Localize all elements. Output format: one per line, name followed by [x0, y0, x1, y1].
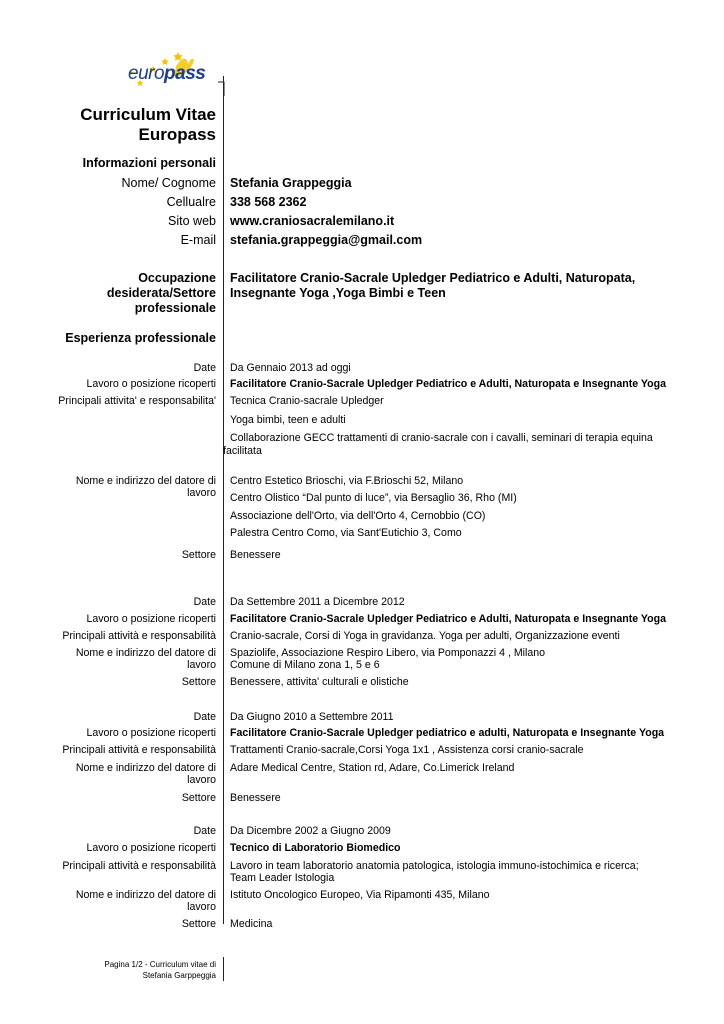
- job2-employer-line-2: Comune di Milano zona 1, 5 e 6: [230, 659, 380, 671]
- occupation-label-line-2: desiderata/Settore: [106, 286, 216, 300]
- job1-activity-3: Collaborazione GECC trattamenti di cranio-sacrale con i cavalli, seminari di terapia equina: [230, 432, 653, 444]
- job1-position: Facilitatore Cranio-Sacrale Upledger Pediatrico e Adulti, Naturopata e Insegnante Yoga: [230, 378, 667, 390]
- job3-employer-label-line-2: lavoro: [187, 774, 216, 786]
- job1-employer-2: Centro Olistico “Dal punto di luce”, via Bersaglio 36, Rho (MI): [230, 492, 517, 504]
- title-line-1: Curriculum Vitae: [80, 105, 216, 124]
- job3-activities-label: Principali attività e responsabilità: [62, 744, 216, 756]
- job4-employer-label-line-1: Nome e indirizzo del datore di: [75, 889, 216, 901]
- page-footer: [104, 959, 216, 981]
- logo-wordmark: [128, 63, 205, 85]
- job4-date: Da Dicembre 2002 a Giugno 2009: [230, 825, 391, 837]
- phone-value: 338 568 2362: [230, 195, 307, 209]
- footer-divider: [223, 957, 224, 981]
- job3-date-label: Date: [193, 711, 216, 723]
- job2-activities: Cranio-sacrale, Corsi di Yoga in gravidanza. Yoga per adulti, Organizzazione eventi: [230, 630, 620, 642]
- job4-sector: Medicina: [230, 918, 273, 930]
- job1-employer-3: Associazione dell'Orto, via dell'Orto 4, Cernobbio (CO): [230, 510, 486, 522]
- occupation-value: [230, 271, 635, 301]
- job2-employer-line-1: Spaziolife, Associazione Respiro Libero, via Pomponazzi 4 , Milano: [230, 647, 546, 659]
- job2-employer-label-line-2: lavoro: [187, 659, 216, 671]
- job1-date-label: Date: [193, 362, 216, 374]
- job4-activities-label: Principali attività e responsabilità: [62, 860, 216, 872]
- name-value: Stefania Grappeggia: [230, 176, 352, 190]
- job2-sector: Benessere, attivita' culturali e olistiche: [230, 676, 409, 688]
- job2-date: Da Settembre 2011 a Dicembre 2012: [230, 596, 405, 608]
- job3-employer: Adare Medical Centre, Station rd, Adare, Co.Limerick Ireland: [230, 762, 515, 774]
- job3-position: Facilitatore Cranio-Sacrale Upledger pediatrico e adulti, Naturopata e Insegnante Yoga: [230, 727, 665, 739]
- website-label: Sito web: [168, 214, 216, 228]
- job1-sector: Benessere: [230, 549, 281, 561]
- phone-label: Cellualre: [166, 195, 216, 209]
- job1-sector-label: Settore: [181, 549, 216, 561]
- job1-employer-label: [76, 475, 216, 499]
- document-title: [80, 105, 216, 145]
- job4-activities-line-1: Lavoro in team laboratorio anatomia patologica, istologia immuno-istochimica e ricerca;: [230, 860, 639, 872]
- occupation-label: [107, 271, 216, 316]
- logo-text-regular: euro: [128, 63, 165, 84]
- email-value: stefania.grappeggia@gmail.com: [230, 233, 423, 247]
- occupation-value-line-1: Facilitatore Cranio-Sacrale Upledger Pediatrico e Adulti, Naturopata,: [230, 271, 636, 285]
- job1-employer-4: Palestra Centro Como, via Sant'Eutichio 3, Como: [230, 527, 462, 539]
- occupation-label-line-3: professionale: [134, 301, 216, 315]
- email-label: E-mail: [180, 233, 216, 247]
- job2-sector-label: Settore: [181, 676, 216, 688]
- job4-activities-line-2: Team Leader Istologia: [230, 872, 335, 884]
- job1-position-label: Lavoro o posizione ricoperti: [86, 378, 216, 390]
- job3-position-label: Lavoro o posizione ricoperti: [86, 727, 216, 739]
- footer-line-1: Pagina 1/2 - Curriculum vitae di: [104, 960, 216, 969]
- job1-activity-3-cont: facilitata: [223, 445, 262, 457]
- job4-employer-label-line-2: lavoro: [187, 901, 216, 913]
- job2-position: Facilitatore Cranio-Sacrale Upledger Pediatrico e Adulti, Naturopata e Insegnante Yoga: [230, 613, 667, 625]
- job1-activity-2: Yoga bimbi, teen e adulti: [230, 414, 346, 426]
- job1-employer-label-line-1: Nome e indirizzo del datore di: [75, 475, 216, 487]
- job2-position-label: Lavoro o posizione ricoperti: [86, 613, 216, 625]
- job3-employer-label: [76, 762, 216, 786]
- job4-employer-label: [76, 889, 216, 913]
- website-value: www.craniosacralemilano.it: [230, 214, 395, 228]
- job1-employer-label-line-2: lavoro: [187, 487, 216, 499]
- job3-employer-label-line-1: Nome e indirizzo del datore di: [75, 762, 216, 774]
- job2-employer-label-line-1: Nome e indirizzo del datore di: [75, 647, 216, 659]
- footer-line-2: Stefania Garppeggia: [142, 971, 216, 980]
- job1-date: Da Gennaio 2013 ad oggi: [230, 362, 351, 374]
- logo-text-bold: pass: [164, 63, 206, 84]
- personal-info-heading: Informazioni personali: [82, 156, 216, 170]
- job4-position-label: Lavoro o posizione ricoperti: [86, 842, 216, 854]
- job2-date-label: Date: [193, 596, 216, 608]
- job3-sector: Benessere: [230, 792, 281, 804]
- job2-employer-label: [76, 647, 216, 671]
- job3-sector-label: Settore: [181, 792, 216, 804]
- job1-employer-1: Centro Estetico Brioschi, via F.Brioschi 52, Milano: [230, 475, 464, 487]
- job4-employer: Istituto Oncologico Europeo, Via Ripamonti 435, Milano: [230, 889, 490, 901]
- job3-activities: Trattamenti Cranio-sacrale,Corsi Yoga 1x1 , Assistenza corsi cranio-sacrale: [230, 744, 584, 756]
- experience-heading: Esperienza professionale: [65, 331, 216, 345]
- job2-activities-label: Principali attività e responsabilità: [62, 630, 216, 642]
- job4-date-label: Date: [193, 825, 216, 837]
- job2-employer: [230, 647, 545, 671]
- job1-activities-label: Principali attivita' e responsabilita': [58, 395, 216, 407]
- name-label: Nome/ Cognome: [121, 176, 216, 190]
- job3-date: Da Giugno 2010 a Settembre 2011: [230, 711, 394, 723]
- job1-activity-1: Tecnica Cranio-sacrale Upledger: [230, 395, 384, 407]
- occupation-value-line-2: Insegnante Yoga ,Yoga Bimbi e Teen: [230, 286, 446, 300]
- europass-logo: [118, 46, 228, 96]
- job4-sector-label: Settore: [181, 918, 216, 930]
- job4-position: Tecnico di Laboratorio Biomedico: [230, 842, 401, 854]
- column-divider: [223, 76, 224, 924]
- job4-activities: [230, 860, 639, 884]
- occupation-label-line-1: Occupazione: [138, 271, 216, 285]
- title-line-2: Europass: [138, 125, 216, 144]
